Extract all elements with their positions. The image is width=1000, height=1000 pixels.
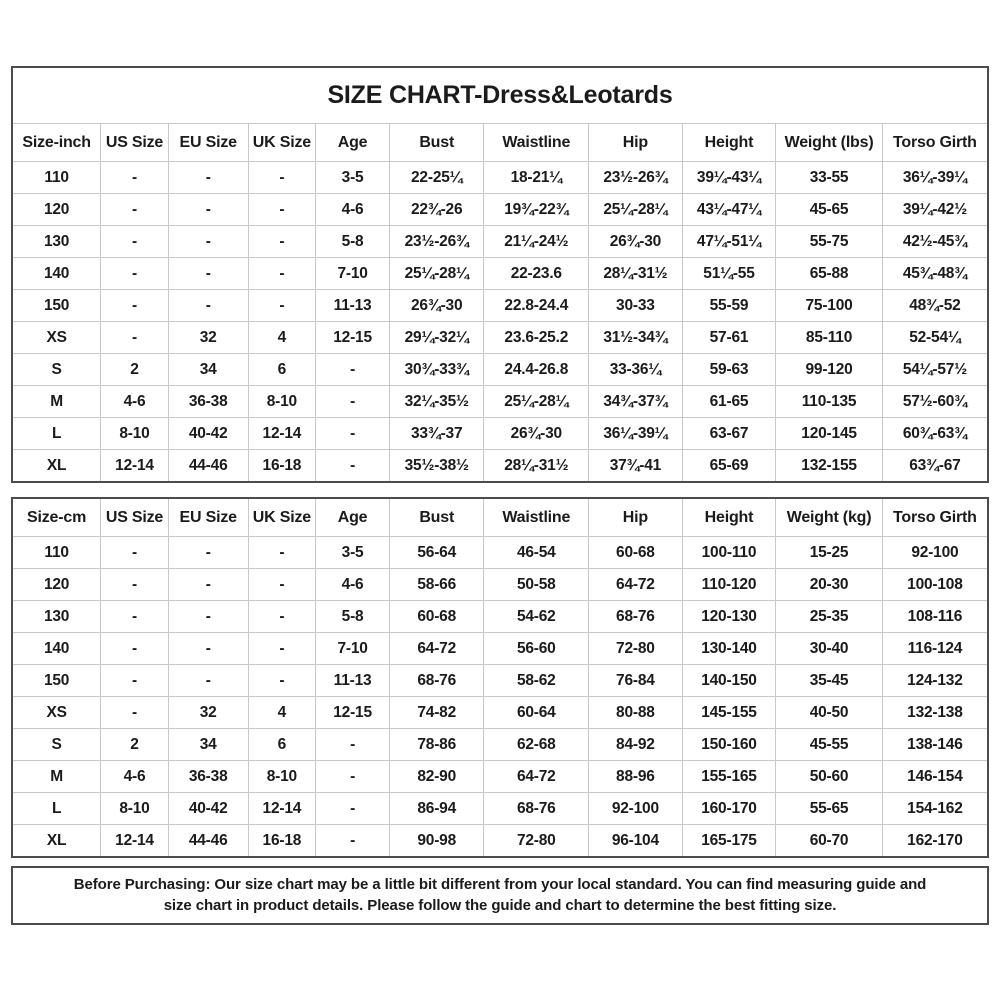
table-cell: 61-65 <box>682 386 776 418</box>
table-cell: 58-66 <box>389 569 484 601</box>
table-row <box>13 258 987 290</box>
table-cell: 116-124 <box>882 633 987 665</box>
table-row <box>13 761 987 793</box>
table-cell: - <box>248 226 316 258</box>
table-cell: 60-64 <box>484 697 589 729</box>
table-cell: - <box>101 697 169 729</box>
table-cell: 2 <box>101 354 169 386</box>
table-cell: 64-72 <box>389 633 484 665</box>
row-size-label: 110 <box>13 537 101 569</box>
column-header: US Size <box>101 124 169 162</box>
table-cell: 100-108 <box>882 569 987 601</box>
table-cell: 150-160 <box>682 729 776 761</box>
column-header: Age <box>316 124 390 162</box>
table-cell: 99-120 <box>776 354 883 386</box>
footer-note-section <box>11 866 989 925</box>
row-size-label: 120 <box>13 194 101 226</box>
table-cell: 154-162 <box>882 793 987 825</box>
table-cell: 63-67 <box>682 418 776 450</box>
table-cell: 108-116 <box>882 601 987 633</box>
table-cell: 56-64 <box>389 537 484 569</box>
table-cell: 36-38 <box>168 761 248 793</box>
table-cell: - <box>101 162 169 194</box>
table-row <box>13 386 987 418</box>
table-row <box>13 537 987 569</box>
table-cell: - <box>168 537 248 569</box>
table-cell: 54¼-57½ <box>882 354 987 386</box>
table-cell: - <box>168 665 248 697</box>
table-cell: 145-155 <box>682 697 776 729</box>
table-cell: - <box>168 226 248 258</box>
table-cell: - <box>168 633 248 665</box>
column-header: EU Size <box>168 499 248 537</box>
table-cell: - <box>316 418 390 450</box>
table-cell: 90-98 <box>389 825 484 857</box>
row-size-label: M <box>13 761 101 793</box>
table-cell: 88-96 <box>589 761 683 793</box>
table-cell: 4 <box>248 697 316 729</box>
table-cell: 36¼-39¼ <box>882 162 987 194</box>
row-size-label: 140 <box>13 258 101 290</box>
table-cell: 120-145 <box>776 418 883 450</box>
table-cell: 60-68 <box>589 537 683 569</box>
table-cell: 12-15 <box>316 322 390 354</box>
table-cell: 18-21¼ <box>484 162 589 194</box>
table-cell: 34¾-37¾ <box>589 386 683 418</box>
table-cell: 146-154 <box>882 761 987 793</box>
table-cell: 42½-45¾ <box>882 226 987 258</box>
table-cell: 50-60 <box>776 761 883 793</box>
table-cell: 76-84 <box>589 665 683 697</box>
table-cell: - <box>101 322 169 354</box>
table-cell: - <box>248 194 316 226</box>
table-cell: 25¼-28¼ <box>484 386 589 418</box>
table-cell: 31½-34¾ <box>589 322 683 354</box>
table-cell: 132-138 <box>882 697 987 729</box>
table-cell: 6 <box>248 354 316 386</box>
table-cell: 25¼-28¼ <box>389 258 484 290</box>
table-cell: 65-69 <box>682 450 776 482</box>
table-cell: 26¾-30 <box>389 290 484 322</box>
table-cell: - <box>168 290 248 322</box>
row-size-label: 150 <box>13 290 101 322</box>
table-cell: 33¾-37 <box>389 418 484 450</box>
table-cell: 60-70 <box>776 825 883 857</box>
table-row <box>13 418 987 450</box>
table-cell: 11-13 <box>316 665 390 697</box>
table-cell: 7-10 <box>316 258 390 290</box>
table-cell: 23½-26¾ <box>389 226 484 258</box>
table-cell: 30¾-33¾ <box>389 354 484 386</box>
column-header: Weight (lbs) <box>776 124 883 162</box>
size-chart-inch-section <box>11 66 989 483</box>
table-row <box>13 322 987 354</box>
table-cell: 16-18 <box>248 825 316 857</box>
table-cell: 22¾-26 <box>389 194 484 226</box>
table-row <box>13 825 987 857</box>
table-cell: 24.4-26.8 <box>484 354 589 386</box>
row-size-label: 110 <box>13 162 101 194</box>
table-cell: 19¾-22¾ <box>484 194 589 226</box>
table-cell: 30-40 <box>776 633 883 665</box>
table-cell: - <box>168 194 248 226</box>
table-cell: 124-132 <box>882 665 987 697</box>
table-cell: 162-170 <box>882 825 987 857</box>
table-cell: 52-54¼ <box>882 322 987 354</box>
table-cell: 86-94 <box>389 793 484 825</box>
table-cell: 20-30 <box>776 569 883 601</box>
column-header: Torso Girth <box>882 499 987 537</box>
table-cell: 35½-38½ <box>389 450 484 482</box>
column-header: Hip <box>589 499 683 537</box>
table-cell: 62-68 <box>484 729 589 761</box>
table-cell: 72-80 <box>589 633 683 665</box>
table-cell: 44-46 <box>168 825 248 857</box>
table-cell: - <box>168 569 248 601</box>
table-cell: 100-110 <box>682 537 776 569</box>
table-cell: 51¼-55 <box>682 258 776 290</box>
table-cell: 155-165 <box>682 761 776 793</box>
row-size-label: 140 <box>13 633 101 665</box>
table-cell: - <box>248 569 316 601</box>
row-size-label: 130 <box>13 601 101 633</box>
table-row <box>13 290 987 322</box>
table-cell: 26¾-30 <box>484 418 589 450</box>
row-size-label: XS <box>13 322 101 354</box>
table-cell: 55-59 <box>682 290 776 322</box>
table-cell: 65-88 <box>776 258 883 290</box>
header-row <box>13 124 987 162</box>
table-cell: 110-135 <box>776 386 883 418</box>
table-row <box>13 226 987 258</box>
table-cell: 138-146 <box>882 729 987 761</box>
table-cell: 29¼-32¼ <box>389 322 484 354</box>
table-cell: 25¼-28¼ <box>589 194 683 226</box>
table-cell: 22-25¼ <box>389 162 484 194</box>
table-cell: 12-14 <box>248 793 316 825</box>
table-cell: 12-15 <box>316 697 390 729</box>
table-cell: 78-86 <box>389 729 484 761</box>
table-cell: - <box>248 665 316 697</box>
table-cell: - <box>316 386 390 418</box>
column-header: US Size <box>101 499 169 537</box>
table-cell: 37¾-41 <box>589 450 683 482</box>
table-cell: 120-130 <box>682 601 776 633</box>
table-cell: 34 <box>168 354 248 386</box>
table-cell: - <box>101 665 169 697</box>
table-cell: 8-10 <box>248 761 316 793</box>
column-header: UK Size <box>248 499 316 537</box>
table-cell: 57½-60¾ <box>882 386 987 418</box>
table-cell: 12-14 <box>101 825 169 857</box>
table-cell: 43¼-47¼ <box>682 194 776 226</box>
table-cell: 74-82 <box>389 697 484 729</box>
table-cell: 3-5 <box>316 537 390 569</box>
table-cell: - <box>316 761 390 793</box>
row-size-label: XL <box>13 450 101 482</box>
table-cell: 130-140 <box>682 633 776 665</box>
table-cell: 80-88 <box>589 697 683 729</box>
table-cell: 39¼-43¼ <box>682 162 776 194</box>
table-row <box>13 569 987 601</box>
table-cell: 48¾-52 <box>882 290 987 322</box>
column-header: Bust <box>389 124 484 162</box>
table-cell: 54-62 <box>484 601 589 633</box>
column-header: Hip <box>589 124 683 162</box>
column-header: Height <box>682 499 776 537</box>
table-cell: 36-38 <box>168 386 248 418</box>
column-header: UK Size <box>248 124 316 162</box>
table-cell: 45-55 <box>776 729 883 761</box>
table-cell: 132-155 <box>776 450 883 482</box>
footer-note-line2: size chart in product details. Please follow the guide and chart to determine the best fitting size. <box>163 897 837 914</box>
table-cell: 44-46 <box>168 450 248 482</box>
table-cell: - <box>168 601 248 633</box>
table-cell: - <box>316 793 390 825</box>
table-cell: 68-76 <box>589 601 683 633</box>
table-row <box>13 162 987 194</box>
table-cell: 58-62 <box>484 665 589 697</box>
table-cell: 12-14 <box>101 450 169 482</box>
table-cell: 46-54 <box>484 537 589 569</box>
table-cell: 55-75 <box>776 226 883 258</box>
table-cell: - <box>248 162 316 194</box>
column-header: Waistline <box>484 499 589 537</box>
table-cell: - <box>248 601 316 633</box>
table-cell: 85-110 <box>776 322 883 354</box>
row-size-label: L <box>13 418 101 450</box>
table-cell: 22.8-24.4 <box>484 290 589 322</box>
table-cell: 60¾-63¾ <box>882 418 987 450</box>
footer-note-line1: Before Purchasing: Our size chart may be a little bit different from your local standard. You can find measuring guide and <box>73 876 927 893</box>
table-cell: 23.6-25.2 <box>484 322 589 354</box>
table-row <box>13 194 987 226</box>
table-cell: - <box>101 258 169 290</box>
table-cell: 55-65 <box>776 793 883 825</box>
table-row <box>13 793 987 825</box>
column-header: Size-cm <box>13 499 101 537</box>
table-cell: 110-120 <box>682 569 776 601</box>
table-cell: 8-10 <box>248 386 316 418</box>
table-cell: 59-63 <box>682 354 776 386</box>
table-cell: 5-8 <box>316 601 390 633</box>
table-cell: - <box>248 633 316 665</box>
column-header: Size-inch <box>13 124 101 162</box>
table-cell: 68-76 <box>484 793 589 825</box>
table-cell: 23½-26¾ <box>589 162 683 194</box>
table-row <box>13 697 987 729</box>
table-cell: 140-150 <box>682 665 776 697</box>
table-cell: - <box>168 162 248 194</box>
table-cell: 7-10 <box>316 633 390 665</box>
row-size-label: S <box>13 729 101 761</box>
table-cell: 57-61 <box>682 322 776 354</box>
size-chart-cm-section <box>11 497 989 858</box>
table-cell: 64-72 <box>589 569 683 601</box>
table-cell: 60-68 <box>389 601 484 633</box>
table-cell: 32¼-35½ <box>389 386 484 418</box>
table-cell: - <box>248 537 316 569</box>
table-cell: 26¾-30 <box>589 226 683 258</box>
table-cell: 50-58 <box>484 569 589 601</box>
column-header: Bust <box>389 499 484 537</box>
table-cell: 4-6 <box>101 386 169 418</box>
table-cell: 92-100 <box>882 537 987 569</box>
column-header: Age <box>316 499 390 537</box>
table-cell: - <box>101 601 169 633</box>
table-cell: 34 <box>168 729 248 761</box>
table-cell: 32 <box>168 697 248 729</box>
size-chart-content <box>11 66 989 925</box>
table-cell: 160-170 <box>682 793 776 825</box>
table-row <box>13 633 987 665</box>
table-cell: 22-23.6 <box>484 258 589 290</box>
table-cell: - <box>101 633 169 665</box>
table-cell: - <box>316 729 390 761</box>
table-cell: 45-65 <box>776 194 883 226</box>
column-header: Weight (kg) <box>776 499 883 537</box>
table-cell: 4-6 <box>316 569 390 601</box>
row-size-label: S <box>13 354 101 386</box>
column-header: Torso Girth <box>882 124 987 162</box>
table-cell: 8-10 <box>101 793 169 825</box>
table-cell: 40-50 <box>776 697 883 729</box>
table-cell: 6 <box>248 729 316 761</box>
table-cell: 30-33 <box>589 290 683 322</box>
page-title: SIZE CHART-Dress&Leotards <box>13 68 987 124</box>
table-cell: - <box>316 354 390 386</box>
table-row <box>13 450 987 482</box>
table-cell: 45¾-48¾ <box>882 258 987 290</box>
table-cell: 32 <box>168 322 248 354</box>
table-cell: 64-72 <box>484 761 589 793</box>
table-cell: 33-36¼ <box>589 354 683 386</box>
table-cell: 12-14 <box>248 418 316 450</box>
table-cell: 4-6 <box>316 194 390 226</box>
table-cell: 63¾-67 <box>882 450 987 482</box>
size-table-inch <box>13 124 987 481</box>
table-row <box>13 665 987 697</box>
table-cell: 15-25 <box>776 537 883 569</box>
column-header: EU Size <box>168 124 248 162</box>
table-cell: 4-6 <box>101 761 169 793</box>
table-cell: 28¼-31½ <box>484 450 589 482</box>
table-cell: - <box>101 290 169 322</box>
table-cell: 165-175 <box>682 825 776 857</box>
table-cell: 56-60 <box>484 633 589 665</box>
row-size-label: M <box>13 386 101 418</box>
table-cell: 8-10 <box>101 418 169 450</box>
table-cell: - <box>101 226 169 258</box>
column-header: Height <box>682 124 776 162</box>
table-cell: 25-35 <box>776 601 883 633</box>
table-cell: 33-55 <box>776 162 883 194</box>
table-row <box>13 354 987 386</box>
table-cell: 47¼-51¼ <box>682 226 776 258</box>
table-cell: 3-5 <box>316 162 390 194</box>
table-cell: 84-92 <box>589 729 683 761</box>
table-cell: 28¼-31½ <box>589 258 683 290</box>
table-cell: - <box>316 450 390 482</box>
table-cell: 11-13 <box>316 290 390 322</box>
table-row <box>13 729 987 761</box>
row-size-label: 120 <box>13 569 101 601</box>
table-cell: - <box>248 290 316 322</box>
table-cell: 40-42 <box>168 793 248 825</box>
row-size-label: 130 <box>13 226 101 258</box>
header-row <box>13 499 987 537</box>
table-cell: - <box>168 258 248 290</box>
table-cell: 4 <box>248 322 316 354</box>
column-header: Waistline <box>484 124 589 162</box>
table-cell: 82-90 <box>389 761 484 793</box>
table-cell: 5-8 <box>316 226 390 258</box>
table-cell: 36¼-39¼ <box>589 418 683 450</box>
table-cell: - <box>101 194 169 226</box>
table-row <box>13 601 987 633</box>
table-cell: 75-100 <box>776 290 883 322</box>
table-cell: - <box>248 258 316 290</box>
table-cell: - <box>101 537 169 569</box>
row-size-label: L <box>13 793 101 825</box>
table-cell: - <box>316 825 390 857</box>
row-size-label: XL <box>13 825 101 857</box>
table-cell: 72-80 <box>484 825 589 857</box>
table-cell: 35-45 <box>776 665 883 697</box>
table-cell: 40-42 <box>168 418 248 450</box>
table-cell: 16-18 <box>248 450 316 482</box>
table-cell: 96-104 <box>589 825 683 857</box>
table-cell: - <box>101 569 169 601</box>
table-cell: 2 <box>101 729 169 761</box>
row-size-label: XS <box>13 697 101 729</box>
table-cell: 39¼-42½ <box>882 194 987 226</box>
row-size-label: 150 <box>13 665 101 697</box>
table-cell: 92-100 <box>589 793 683 825</box>
table-cell: 68-76 <box>389 665 484 697</box>
size-table-cm <box>13 499 987 856</box>
table-cell: 21¼-24½ <box>484 226 589 258</box>
